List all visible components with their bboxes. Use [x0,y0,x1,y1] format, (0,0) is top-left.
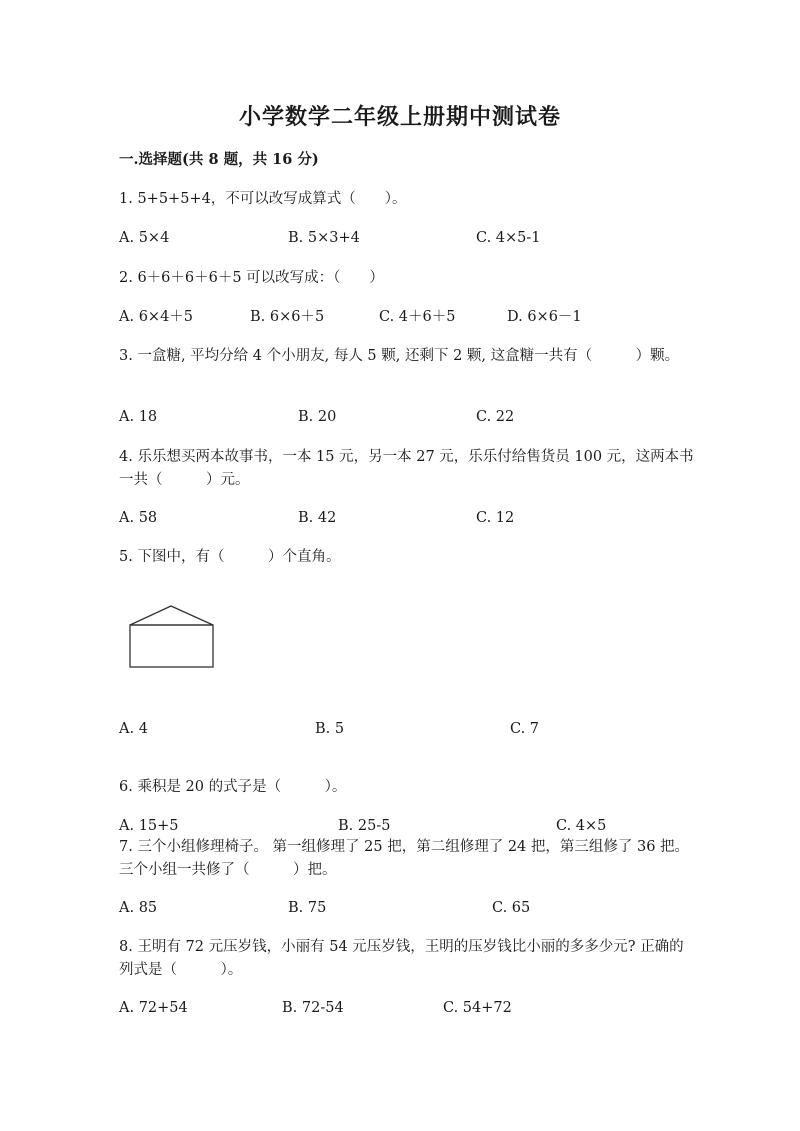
question-8: 8. 王明有 72 元压岁钱，小丽有 54 元压岁钱，王明的压岁钱比小丽的多多少元? 正确的列式是（ ）。 [119,939,684,978]
q4-option-a: A. 58 [119,510,158,526]
question-4: 4. 乐乐想买两本故事书，一本 15 元，另一本 27 元，乐乐付给售货员 100 元，这两本书一共（ ）元。 [119,449,694,488]
q2-option-c: C. 4＋6＋5 [379,309,456,325]
question-6: 6. 乘积是 20 的式子是（ ）。 [119,779,347,795]
question-7: 7. 三个小组修理椅子。 第一组修理了 25 把，第二组修理了 24 把，第三组修了 36 把。 三个小组一共修了（ ）把。 [119,839,690,878]
q8-option-c: C. 54+72 [443,1000,512,1016]
q2-option-d: D. 6×6－1 [507,309,582,325]
q8-option-b: B. 72-54 [282,1000,344,1016]
q4-option-c: C. 12 [476,510,515,526]
q5-option-a: A. 4 [119,721,148,737]
question-2: 2. 6＋6＋6＋6＋5 可以改写成：（ ） [119,270,384,286]
q2-option-a: A. 6×4＋5 [119,309,194,325]
q4-option-b: B. 42 [298,510,337,526]
q7-option-a: A. 85 [119,900,158,916]
triangle-roof [130,606,213,625]
section-heading: 一.选择题(共 8 题，共 16 分) [119,151,319,168]
question-1: 1. 5+5+5+4，不可以改写成算式（ ）。 [119,191,407,207]
q6-option-a: A. 15+5 [119,818,179,834]
q6-option-b: B. 25-5 [338,818,391,834]
question-5: 5. 下图中，有（ ）个直角。 [119,549,341,565]
q7-option-b: B. 75 [288,900,327,916]
q1-option-c: C. 4×5-1 [476,230,541,246]
q3-option-b: B. 20 [298,409,337,425]
question-3: 3. 一盒糖, 平均分给 4 个小朋友, 每人 5 颗, 还剩下 2 颗, 这盒糖一共有（ ）颗。 [119,348,680,364]
q8-option-a: A. 72+54 [119,1000,188,1016]
house-shape-figure [127,603,219,671]
q3-option-a: A. 18 [119,409,158,425]
rectangle-body [130,625,213,667]
q7-option-c: C. 65 [492,900,531,916]
q5-option-b: B. 5 [315,721,345,737]
page-title: 小学数学二年级上册期中测试卷 [238,104,561,130]
q3-option-c: C. 22 [476,409,515,425]
q2-option-b: B. 6×6＋5 [250,309,325,325]
q6-option-c: C. 4×5 [556,818,607,834]
q5-option-c: C. 7 [510,721,540,737]
q1-option-b: B. 5×3+4 [288,230,360,246]
q1-option-a: A. 5×4 [119,230,170,246]
